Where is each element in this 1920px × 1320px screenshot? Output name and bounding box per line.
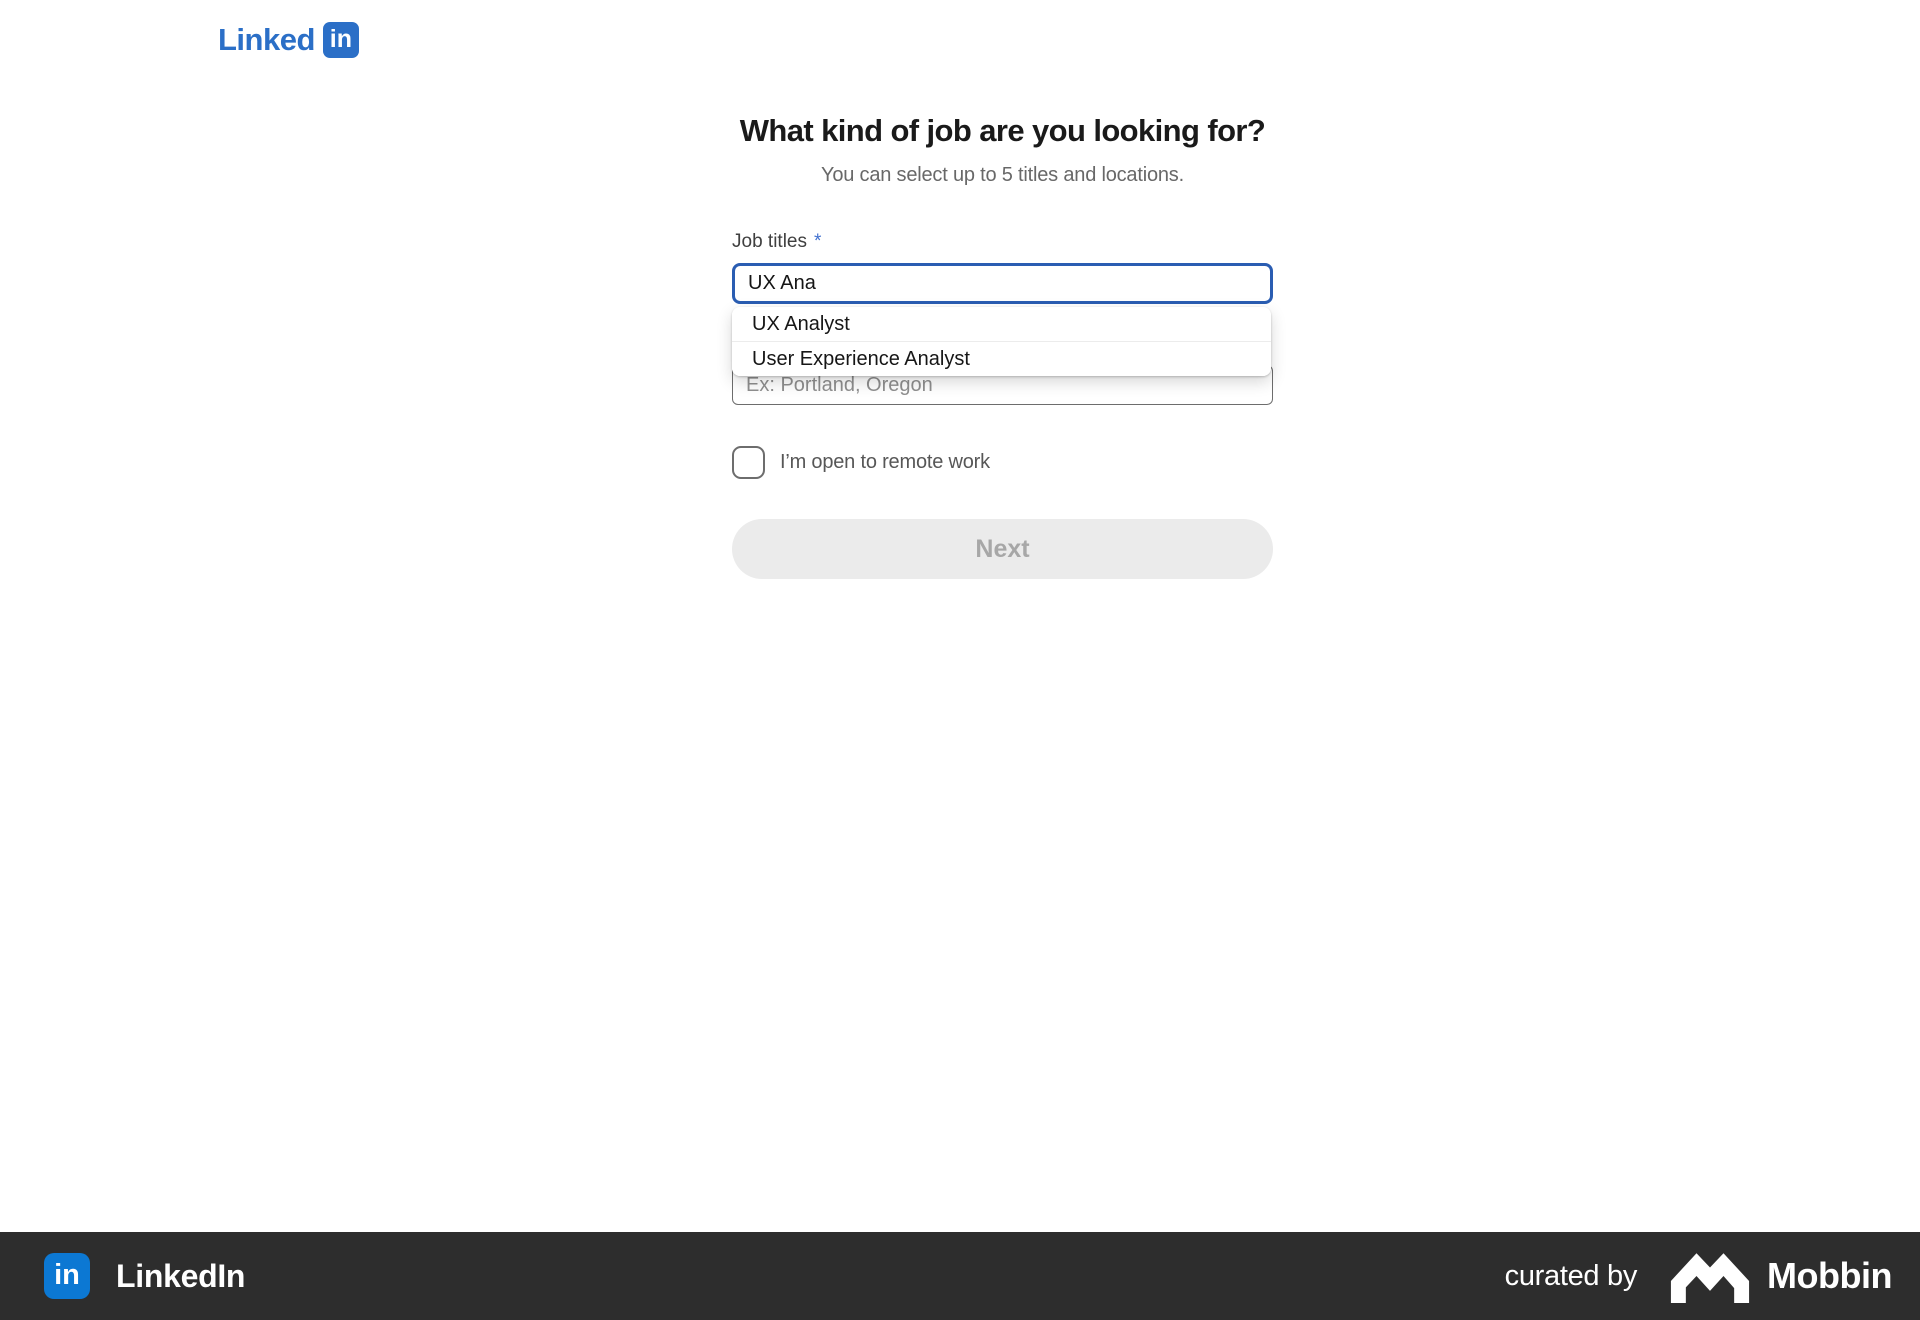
- linkedin-logo: [218, 22, 359, 58]
- onboarding-form: [732, 112, 1273, 579]
- footer-curation: [1505, 1249, 1892, 1303]
- footer-linkedin-brand: [44, 1253, 245, 1299]
- job-titles-label: [732, 230, 1273, 254]
- job-title-suggestions-dropdown: [732, 307, 1271, 376]
- remote-work-checkbox[interactable]: [732, 446, 765, 479]
- required-asterisk: *: [813, 231, 822, 252]
- job-titles-field-wrap: [732, 263, 1273, 370]
- job-titles-label-text: Job titles: [732, 231, 807, 252]
- linkedin-in-icon: in: [44, 1253, 90, 1299]
- next-button[interactable]: Next: [732, 519, 1273, 579]
- curated-by-text: curated by: [1504, 1259, 1638, 1292]
- mobbin-wordmark: Mobbin: [1767, 1255, 1892, 1296]
- footer-linkedin-name: LinkedIn: [116, 1257, 246, 1294]
- job-titles-input[interactable]: [732, 263, 1273, 304]
- remote-work-row[interactable]: [732, 446, 1273, 479]
- page-subtitle: You can select up to 5 titles and locations.: [821, 164, 1184, 186]
- page-title: What kind of job are you looking for?: [739, 113, 1266, 148]
- remote-work-label: I’m open to remote work: [780, 451, 990, 473]
- linkedin-in-icon: in: [323, 22, 359, 58]
- linkedin-wordmark: Linked: [218, 22, 315, 57]
- mobbin-logo-icon: [1669, 1249, 1751, 1303]
- suggestion-item[interactable]: UX Analyst: [732, 307, 1271, 341]
- suggestion-item[interactable]: User Experience Analyst: [732, 342, 1271, 376]
- footer-bar: [0, 1232, 1920, 1320]
